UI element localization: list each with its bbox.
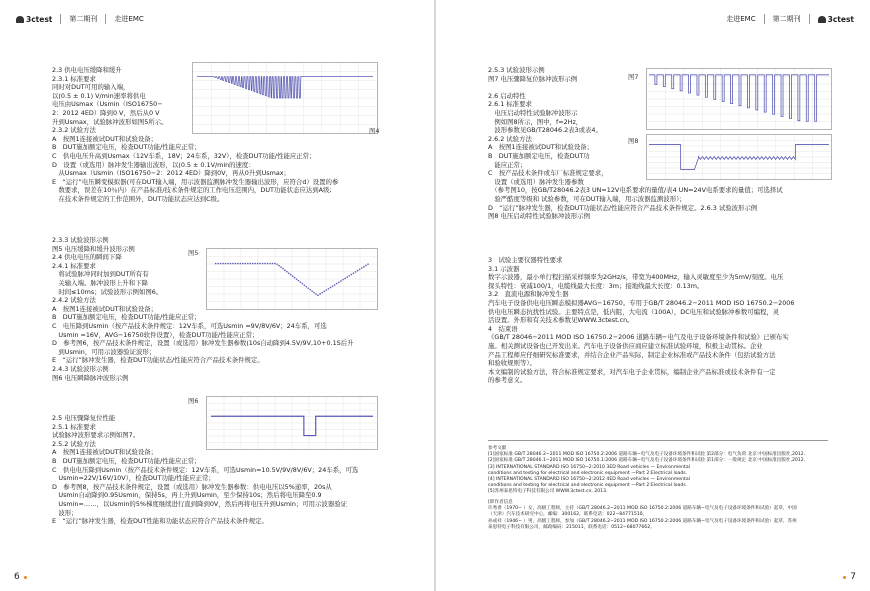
text-line: 试验脉冲波形要求示例如图7。 — [52, 431, 140, 440]
text-line: 汽车电子设备供电电压瞬态模拟器AVG−16750。专用于GB/T 28046.2−2011 MOD ISO 16750.2−2006 — [488, 298, 795, 307]
logo-mark-icon — [818, 16, 826, 23]
text-line: 在技术条件规定的工作范围外，DUT功能状态应达到C级。 — [52, 194, 224, 203]
text-line: 2.5.1 标准要求 — [52, 422, 96, 431]
text-line: E “运行”电压瞬变模拟器(可在DUT输入端，用示波器监测脉冲发生器输出波形，应符合d）设置的参 — [52, 177, 339, 186]
text-line: 2.4.1 标准要求 — [52, 261, 96, 270]
text-line: 3.1 示波器 — [488, 264, 520, 273]
left-block-3 — [52, 414, 358, 526]
right-page-number: 7 — [843, 572, 856, 582]
text-line: 3.2 直流电源和脉冲发生器 — [488, 290, 569, 299]
text-line: 施。相关测试设备也已开发出来。汽车电子设备供应商应建立标准试验环境，积极主动贯标。企业 — [488, 341, 763, 350]
text-line: 波形参数见GB/T28046.2表3或表4。 — [488, 126, 602, 135]
figure-4-waveform — [193, 63, 380, 135]
text-line: 本文编制的试验方法，符合标准规定要求，对汽车电子企业贯标，编制企业产品标准或技术条件有一定 — [488, 367, 776, 376]
text-line: D 参考图8，按产品技术条件规定，设置（或选用）脉冲发生器参数：供电电压以5%递率，20s从 — [52, 482, 332, 491]
text-line: 2.6.2 试验方法 — [488, 134, 532, 143]
text-line: 2.5.3 试验波形示例 — [488, 66, 545, 74]
right-block-2 — [488, 256, 794, 385]
references — [488, 446, 805, 496]
author-line: （天津）汽车技术研究中心，邮编：300162，联系电话：022−84771510。 — [488, 512, 648, 518]
figure-5-label: 图5 — [188, 249, 199, 257]
text-line: 验严酷度等级和 试验参数，可在DUT输入端，用示波器监测波形）； — [488, 194, 686, 203]
text-line: 2.5.2 试验方法 — [52, 439, 96, 448]
author-info — [488, 500, 797, 531]
figure-4-label: 图4 — [369, 127, 380, 135]
text-line: C 供电电压升高到Usmax（12V车系，18V；24车系，32V），检查DUT功能/性能应正常； — [52, 151, 316, 160]
text-line: D 设置（或选用）脉冲发生器输出波形，以(0.5 ± 0.1V/min的速度： — [52, 160, 255, 169]
text-line: C 按产品技术条件或车厂标准规定要求， — [488, 169, 608, 178]
text-line: B DUT施加额定电压，检查DUT功 — [488, 151, 590, 160]
text-line: 2.5 电压骤降复位性能 — [52, 414, 116, 422]
text-line: 关输入端。脉冲波形上升和下降 — [52, 278, 148, 287]
text-line: 的参考意义。 — [488, 376, 527, 385]
text-line: 探头特性：衰减100/1，电缆线最大长度：3m；接地线最大长度：0.13m。 — [488, 281, 704, 290]
reference-line: [4] INTERNATIONAL STANDARD ISO 16750−2:2012 4ED Road vehicles — Environmental — [488, 477, 690, 483]
reference-line: [3] INTERNATIONAL STANDARD ISO 16750−2:2010 3ED Road vehicles — Environmental — [488, 464, 690, 470]
figure-5 — [206, 248, 378, 310]
reference-line: [2]国家标准 GB/T 28046.1−2011 MOD ISO 16750.1:2006 道路车辆−电气及电子设备环境条件和试验 第1部分：一般规定 北京:中国标准出版社,2012. — [488, 458, 806, 464]
text-line: 2：2012 4ED）降到0 V，然后从0 V — [52, 108, 160, 117]
left-page-number: 6 — [14, 572, 27, 582]
text-line: Usmin=22V/16V/10V），检查DUT功能/性能应正常； — [52, 474, 215, 483]
right-issue: 第二期刊 — [772, 15, 801, 23]
text-line: 2.3 供电电压缓降和缓升 — [52, 66, 122, 74]
text-line: E “运行”脉冲发生器，检查DUT功能状态/性能应符合产品技术条件规定。 — [52, 356, 264, 365]
text-line: B DUT施加额定电压，检查DUT功能/性能应正常； — [52, 143, 201, 152]
text-line: 2.3.3 试验波形示例 — [52, 236, 109, 244]
reference-line: [1]国家标准 GB/T 28046.2−2011 MOD ISO 16750.2:2006 道路车辆−电气及电子设备环境条件和试验 第2部分：电气负荷 北京:中国标准出版社,2012. — [488, 452, 806, 458]
text-line: Usmin=……，以Usmin的5%梯度继续进行直到降到0V，然后再将电压升到Usmin；可用示波器验证 — [52, 499, 347, 508]
text-line: 和验收规则等）。 — [488, 359, 536, 368]
text-line: 电压启动特性试验脉冲波形示 — [488, 108, 578, 117]
left-column: 走进EMC — [114, 15, 144, 23]
logo-mark-icon — [16, 16, 24, 23]
author-line: 许秀香（1970− ）女，高级工程师，主持（GB/T 28046.2−2011 MOD ISO 16750.2:2006 道路车辆−电气及电子设备环境条件和试验）起草，中国 — [488, 506, 797, 512]
text-line: 2.4.3 试验波形示例 — [52, 364, 109, 373]
author-line: 泰思特电子科技有限公司，邮政编码：215011，联系电话：0512−68077662。 — [488, 524, 655, 530]
text-line: 3 试验主要仪器特性要求 — [488, 256, 563, 264]
text-line: 到Usmin，可用示波器验证波形； — [52, 347, 156, 356]
reference-line: conditions and testing for electrical and electronic equipment —Part 2:Electrical loads. — [488, 470, 688, 476]
text-line: 将试验脉冲同时加到DUT所有有 — [52, 270, 149, 279]
text-line: D 参考图6，按产品技术条件规定，设置（或选用）脉冲发生器参数(10s自动降到4.5V/9V,10+0.1S后升 — [52, 339, 354, 348]
text-line: 升到Usmax，试验脉冲波形如图5所示。 — [52, 117, 168, 126]
text-line: 2.4 供电电压的瞬间下降 — [52, 253, 122, 262]
text-line: 设置（或选用）脉冲发生器参数 — [488, 177, 584, 186]
text-line: 时间≤10ms；试验波形示例如图6。 — [52, 287, 163, 296]
text-line: 电压由Usmax（Usmin（ISO16750− — [52, 100, 163, 109]
text-line: （参考图10，按GB/T28046.2表3 UN=12V电系要求的量值/表4 UN=24V电系要求的量值；可选择试 — [488, 186, 783, 195]
left-page — [0, 0, 434, 591]
text-line: 图6 电压瞬降脉冲波形示例 — [52, 373, 129, 382]
text-line: B DUT施加额定电压，检查DUT功能/性能应正常； — [52, 456, 201, 465]
figure-5-waveform — [207, 249, 377, 309]
text-line: A 按图1连接被试DUT和试验设备； — [52, 448, 158, 457]
right-column: 走进EMC — [726, 15, 756, 23]
figure-8 — [646, 134, 832, 180]
figure-4 — [192, 62, 378, 134]
figure-6-label: 图6 — [188, 397, 199, 405]
left-logo: 3ctest — [16, 15, 52, 24]
right-header — [726, 14, 854, 24]
text-line: D “运行”脉冲发生器，检查DUT功能状态/性能应符合产品技术条件规定。2.6.3 试验波形示例 — [488, 203, 758, 212]
text-line: C 供电电压降到Usmin（按产品技术条件规定：12V车系，可选Usmin=10.5V/9V/8V/6V；24车系，可选 — [52, 465, 359, 474]
author-line: 孙成祥（1946− ）男，高级工程师，参加（GB/T 28046.2−2011 MOD ISO 16750.2:2006 道路车辆−电气及电子设备环境条件和试验）起草，苏州 — [488, 518, 797, 524]
text-line: 2.4.2 试验方法 — [52, 296, 96, 305]
text-line: 数字示波器，最小单行程扫描采样频率为2GHz/s，带宽为400MHz，输入灵敏度至少为5mV/刻度。电压 — [488, 273, 784, 282]
text-line: 《GB/T 28046−2011 MOD ISO 16750.2−2006 道路车辆−电气及电子设备环境条件和试验》已颁布实 — [488, 333, 789, 342]
text-line: 4 结束语 — [488, 324, 518, 333]
figure-8-waveform — [647, 135, 831, 179]
text-line: 2.6.1 标准要求 — [488, 100, 532, 109]
reference-line: 参考文献 — [488, 446, 507, 451]
text-line: 以(0.5 ± 0.1) V/min速率将供电 — [52, 91, 146, 100]
text-line: 能应正常； — [488, 160, 527, 169]
text-line: 数要求，误差在10％内）在产品标准/技术条件规定的工作电压范围内，DUT功能状态应达到A级; — [52, 186, 332, 195]
text-line: A 按图1连接被试DUT和试验设备； — [52, 134, 158, 143]
figure-7-label: 图7 — [628, 73, 639, 81]
right-page — [436, 0, 870, 591]
text-line: A 按图1连接被试DUT和试验设备； — [52, 304, 158, 313]
text-line: A 按图1连接被试DUT和试验设备； — [488, 143, 594, 152]
text-line: Usmin自动降到0.95Usmin，保持5s，再上升到Usmin，至少保持10s；然后将电压降至0.9 — [52, 491, 322, 500]
figure-7 — [646, 68, 832, 130]
text-line: 同时对DUT可用的输入端， — [52, 83, 130, 92]
left-issue: 第二期刊 — [69, 15, 98, 23]
figure-8-label: 图8 — [628, 137, 639, 145]
text-line: Usmin =16V，AVG−16750软件设置），检查DUT功能/性能应正常； — [52, 330, 259, 339]
text-line: 2.3.1 标准要求 — [52, 74, 96, 83]
left-header — [16, 14, 144, 24]
author-line: [即作者信息 — [488, 500, 513, 505]
reference-line: [5]苏州泰思特电子科技有限公司 WWW.3ctest.cn, 2013. — [488, 489, 608, 495]
text-line: 供电电压瞬态抗扰性试验。主要特点是，低内阻，大电流（100A），DC电压和试验脉冲参数可编程，灵 — [488, 307, 780, 316]
text-line: 活设置。外形和有关技术参数见WWW.3ctest.cn。 — [488, 316, 634, 325]
text-line: B DUT施加额定电压，检查DUT功能/性能应正常； — [52, 313, 201, 322]
text-line: E “运行”脉冲发生器，检查DUT性能和功能状态应符合产品技术条件规定。 — [52, 517, 268, 526]
text-line: C 电压降到Usmin（按产品技术条件规定：12V车系，可选Usmin =9V/8V/6V；24车系，可选 — [52, 321, 327, 330]
figure-7-waveform — [647, 69, 831, 129]
reference-line: conditions and testing for electrical and electronic equipment —Part 2:Electrical loads. — [488, 483, 688, 489]
text-line: 2.3.2 试验方法 — [52, 126, 96, 135]
text-line: 图7 电压骤降复位脉冲波形示例 — [488, 74, 578, 83]
text-line: 从Usmax（Usmin（ISO16750−2：2012 4ED）降到0V，再从0升到Usmax； — [52, 169, 290, 178]
text-line: 波形； — [52, 508, 78, 517]
text-line: 例如图8所示，图中，f=2Hz， — [488, 117, 583, 126]
text-line: 图5 电压缓降和缓升波形示例 — [52, 244, 135, 253]
text-line: 产品工程师应仔细研究标准要求，并结合企业产品实际，制定企业标准或产品技术条件（包括试验方法 — [488, 350, 776, 359]
right-logo: 3ctest — [818, 15, 854, 24]
text-line: 2.6 启动特性 — [488, 91, 526, 100]
text-line: 图8 电压启动特性试验脉冲波形示例 — [488, 212, 590, 221]
